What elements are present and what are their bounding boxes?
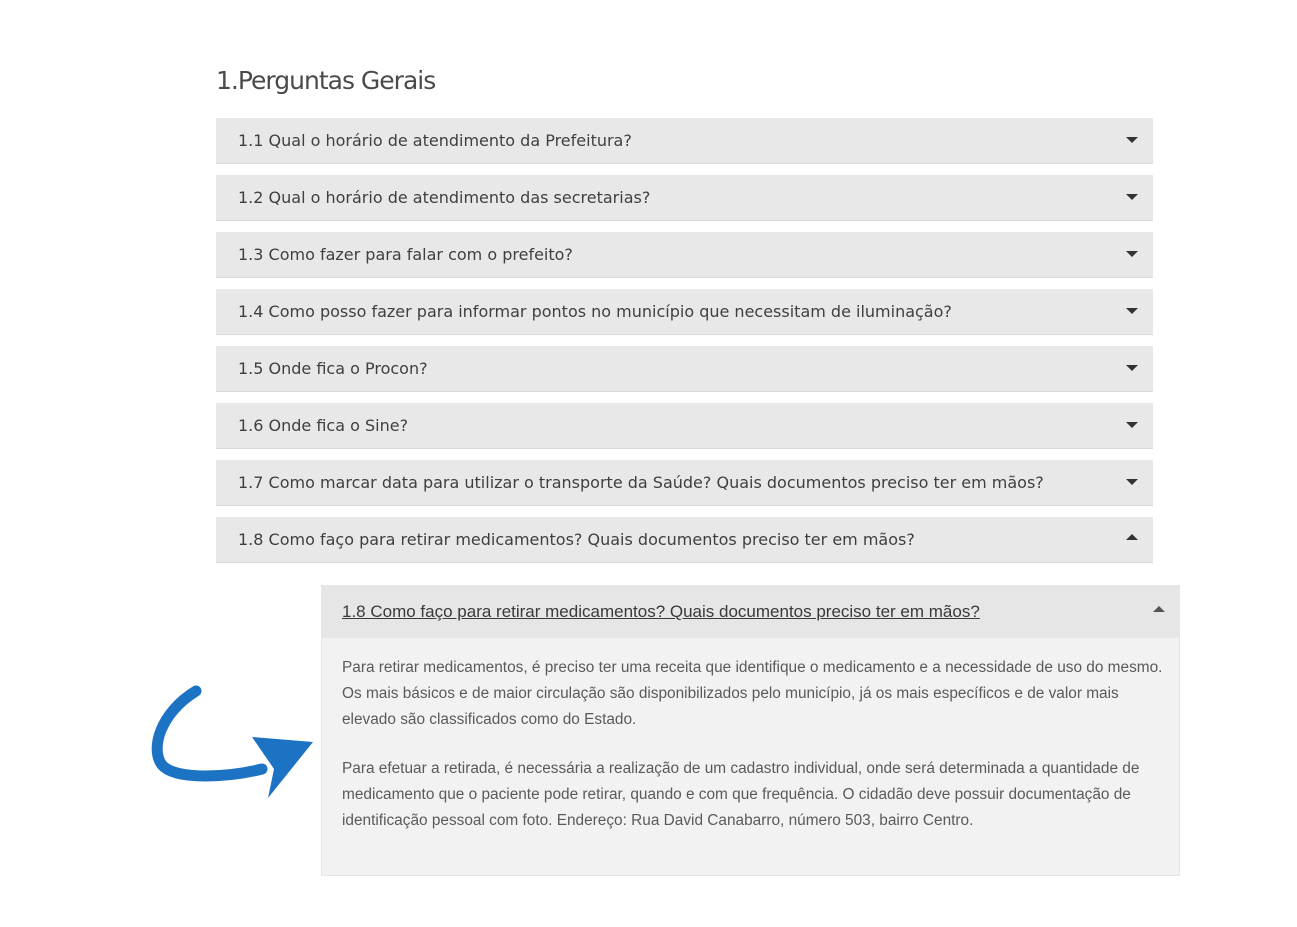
section-title: 1.Perguntas Gerais bbox=[216, 66, 436, 95]
faq-item-label: 1.4 Como posso fazer para informar pontos no município que necessitam de iluminação? bbox=[238, 302, 952, 321]
caret-up-icon bbox=[1153, 606, 1165, 612]
caret-up-icon bbox=[1126, 534, 1138, 540]
caret-down-icon bbox=[1126, 479, 1138, 485]
caret-down-icon bbox=[1126, 137, 1138, 143]
caret-down-icon bbox=[1126, 194, 1138, 200]
faq-detail-header-link[interactable]: 1.8 Como faço para retirar medicamentos? Quais documentos preciso ter em mãos? bbox=[342, 602, 980, 621]
faq-item-label: 1.2 Qual o horário de atendimento das secretarias? bbox=[238, 188, 651, 207]
caret-down-icon bbox=[1126, 365, 1138, 371]
caret-down-icon bbox=[1126, 308, 1138, 314]
faq-item-label: 1.6 Onde fica o Sine? bbox=[238, 416, 409, 435]
faq-item-1-5[interactable] bbox=[216, 346, 1153, 392]
faq-item-label: 1.3 Como fazer para falar com o prefeito? bbox=[238, 245, 573, 264]
faq-item-label: 1.5 Onde fica o Procon? bbox=[238, 359, 428, 378]
faq-detail-body bbox=[342, 655, 1164, 857]
faq-item-1-8[interactable] bbox=[216, 517, 1153, 563]
curved-arrow-icon bbox=[148, 685, 318, 810]
faq-list bbox=[216, 118, 1153, 574]
faq-item-1-4[interactable] bbox=[216, 289, 1153, 335]
answer-paragraph-2: Para efetuar a retirada, é necessária a realização de um cadastro individual, onde será determinada a quantidade de medicamento que o paciente pode retirar, quando e com que frequência. O cidadão deve possuir documentação de identificação pessoal com foto. Endereço: Rua David Canabarro, número 503, bairro Centro. bbox=[342, 760, 1140, 829]
faq-item-1-6[interactable] bbox=[216, 403, 1153, 449]
faq-item-label: 1.8 Como faço para retirar medicamentos? Quais documentos preciso ter em mãos? bbox=[238, 530, 915, 549]
faq-item-label: 1.7 Como marcar data para utilizar o transporte da Saúde? Quais documentos preciso ter em mãos? bbox=[238, 473, 1044, 492]
faq-item-1-3[interactable] bbox=[216, 232, 1153, 278]
caret-down-icon bbox=[1126, 422, 1138, 428]
faq-item-1-2[interactable] bbox=[216, 175, 1153, 221]
faq-item-1-7[interactable] bbox=[216, 460, 1153, 506]
caret-down-icon bbox=[1126, 251, 1138, 257]
faq-item-1-1[interactable] bbox=[216, 118, 1153, 164]
faq-detail-header[interactable] bbox=[322, 586, 1179, 638]
answer-paragraph-1: Para retirar medicamentos, é preciso ter uma receita que identifique o medicamento e a necessidade de uso do mesmo. Os mais básicos e de maior circulação são disponibilizados pelo município, já os mais específicos e de valor mais elevado são classificados como do Estado. bbox=[342, 659, 1163, 728]
faq-item-label: 1.1 Qual o horário de atendimento da Prefeitura? bbox=[238, 131, 632, 150]
faq-detail-panel bbox=[321, 585, 1180, 876]
